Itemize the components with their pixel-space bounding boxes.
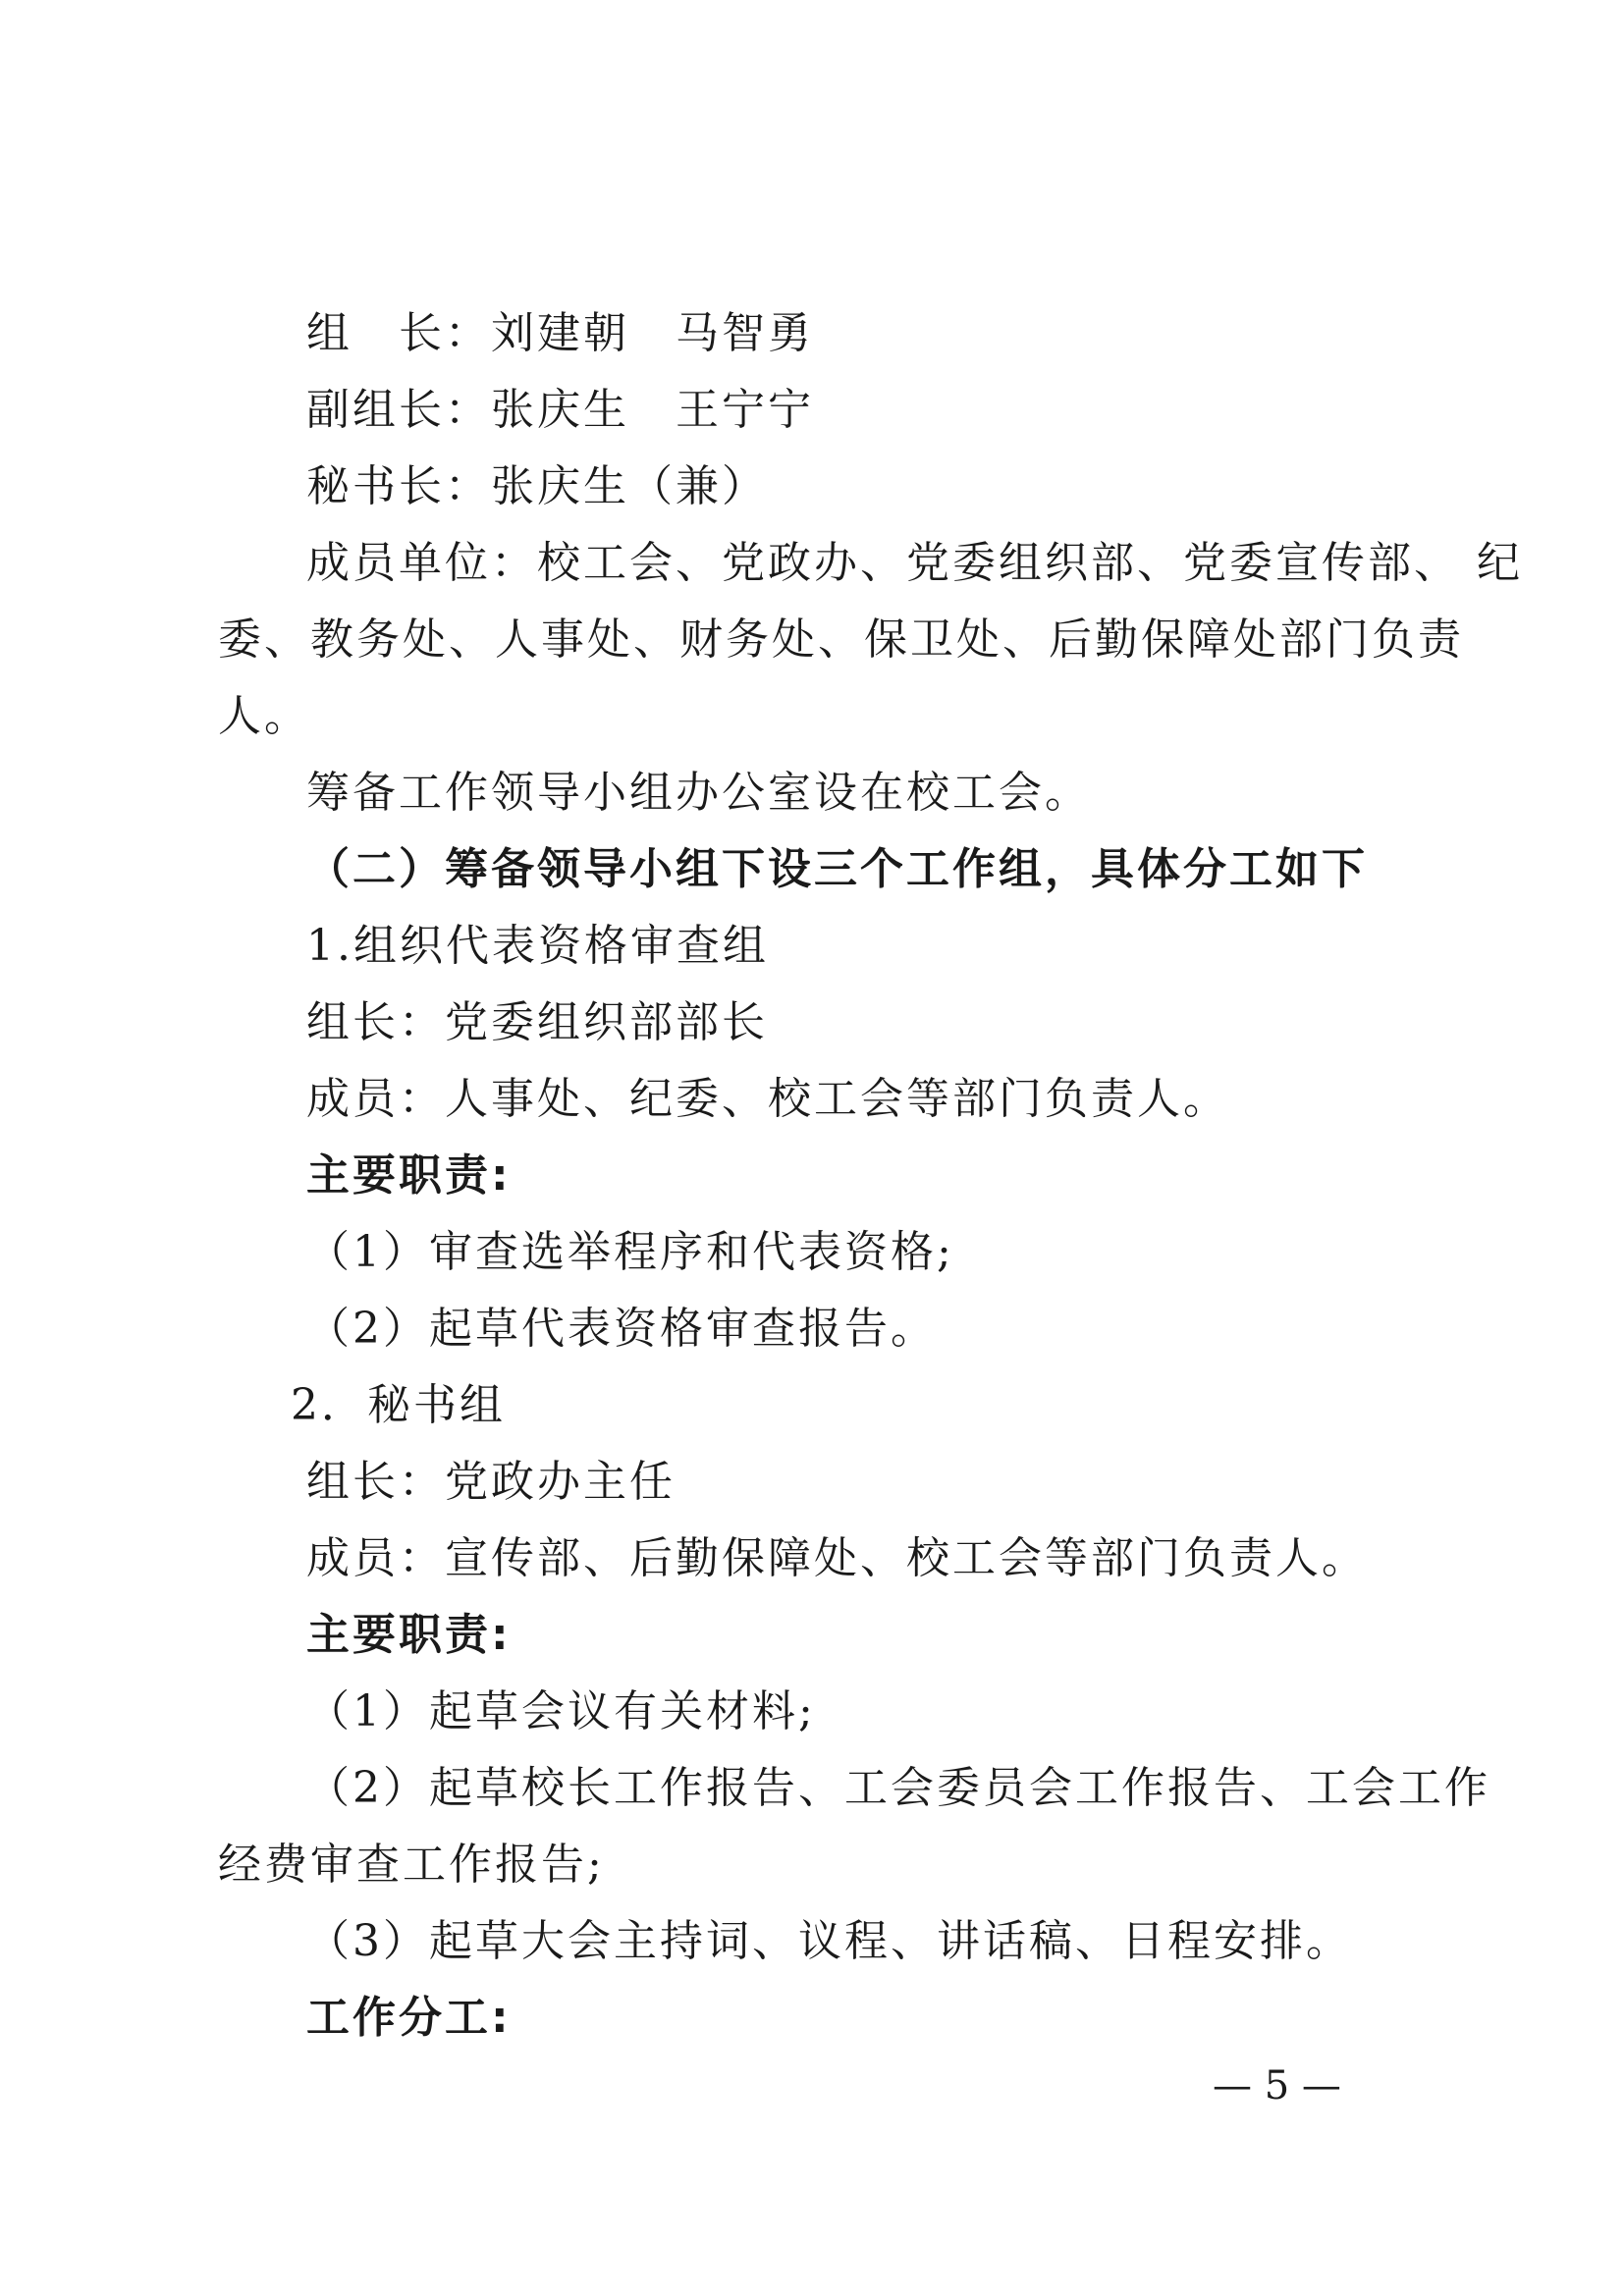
- group1-leader: 组长：党委组织部部长: [306, 997, 768, 1047]
- section-heading: （二）筹备领导小组下设三个工作组，具体分工如下: [306, 844, 1368, 894]
- group2-duty-2-line-2: 经费审查工作报告;: [218, 1840, 605, 1890]
- member-units-line-3: 人。: [218, 691, 310, 741]
- member-units-line-2: 委、教务处、人事处、财务处、保卫处、后勤保障处部门负责: [218, 614, 1464, 665]
- member-units-line-1: 成员单位：校工会、党政办、党委组织部、党委宣传部、 纪: [306, 538, 1523, 588]
- group2-members: 成员：宣传部、后勤保障处、校工会等部门负责人。: [306, 1533, 1368, 1583]
- page-number: — 5 —: [1213, 2063, 1341, 2109]
- group2-duty-1: （1）起草会议有关材料;: [306, 1686, 816, 1736]
- group1-duties-label: 主要职责:: [306, 1150, 512, 1201]
- group2-duty-2-line-1: （2）起草校长工作报告、工会委员会工作报告、工会工作: [306, 1763, 1490, 1813]
- group2-division-label: 工作分工:: [306, 1993, 512, 2043]
- group2-leader: 组长：党政办主任: [306, 1457, 676, 1507]
- secretary-general-line: 秘书长：张庆生（兼）: [306, 461, 768, 511]
- group2-duties-label: 主要职责:: [306, 1610, 512, 1660]
- group1-title: 1.组织代表资格审查组: [306, 921, 769, 971]
- deputy-leader-line: 副组长：张庆生 王宁宁: [306, 385, 814, 435]
- leader-line: 组 长：刘建朝 马智勇: [306, 308, 814, 358]
- group1-duty-2: （2）起草代表资格审查报告。: [306, 1304, 937, 1354]
- group2-title: 2．秘书组: [291, 1380, 506, 1430]
- group1-duty-1: （1）审查选举程序和代表资格;: [306, 1227, 954, 1277]
- group1-members: 成员：人事处、纪委、校工会等部门负责人。: [306, 1074, 1229, 1124]
- group2-duty-3: （3）起草大会主持词、议程、讲话稿、日程安排。: [306, 1916, 1352, 1966]
- office-note: 筹备工作领导小组办公室设在校工会。: [306, 768, 1091, 818]
